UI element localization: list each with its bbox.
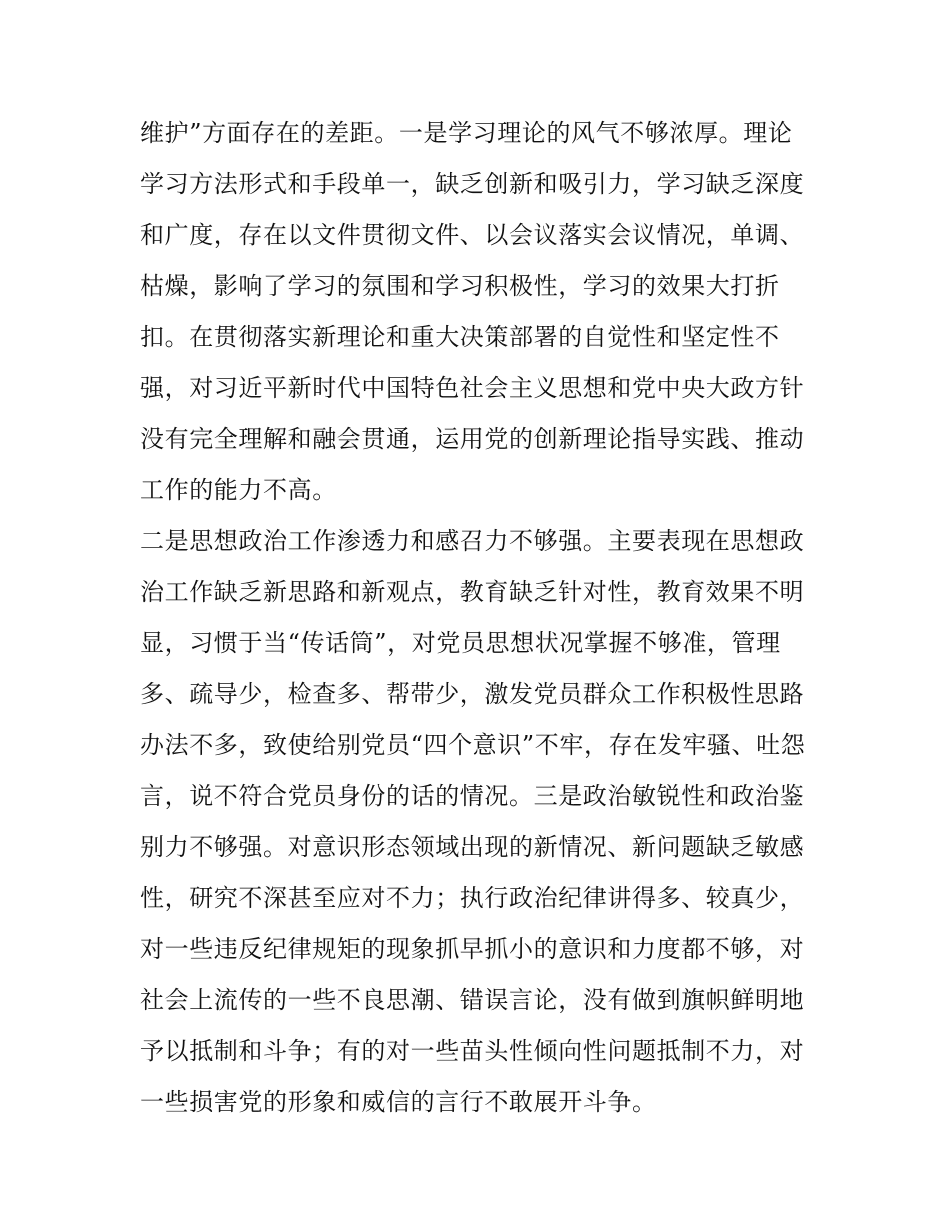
- text-line: 没有完全理解和融会贯通，运用党的创新理论指导实践、推动: [140, 425, 805, 453]
- text-line: 二是思想政治工作渗透力和感召力不够强。主要表现在思想政: [140, 527, 805, 555]
- text-line: 强，对习近平新时代中国特色社会主义思想和党中央大政方针: [140, 374, 805, 402]
- text-line: 办法不多，致使给别党员“四个意识”不牢，存在发牢骚、吐怨: [140, 731, 806, 759]
- text-line: 显，习惯于当“传话筒”，对党员思想状况掌握不够准，管理: [140, 629, 781, 657]
- text-line: 予以抵制和斗争；有的对一些苗头性倾向性问题抵制不力，对: [140, 1037, 805, 1065]
- text-line: 学习方法形式和手段单一，缺乏创新和吸引力，学习缺乏深度: [140, 170, 805, 198]
- text-line: 性，研究不深甚至应对不力；执行政治纪律讲得多、较真少，: [140, 884, 805, 912]
- text-line: 治工作缺乏新思路和新观点，教育缺乏针对性，教育效果不明: [140, 578, 805, 606]
- text-line: 枯燥，影响了学习的氛围和学习积极性，学习的效果大打折: [140, 272, 780, 300]
- text-line: 维护”方面存在的差距。一是学习理论的风气不够浓厚。理论: [140, 119, 793, 147]
- text-line: 社会上流传的一些不良思潮、错误言论，没有做到旗帜鲜明地: [140, 986, 805, 1014]
- text-line: 扣。在贯彻落实新理论和重大决策部署的自觉性和坚定性不: [140, 323, 780, 351]
- text-line: 别力不够强。对意识形态领域出现的新情况、新问题缺乏敏感: [140, 833, 805, 861]
- text-line: 对一些违反纪律规矩的现象抓早抓小的意识和力度都不够，对: [140, 935, 805, 963]
- text-line: 多、疏导少，检查多、帮带少，激发党员群众工作积极性思路: [140, 680, 805, 708]
- text-line: 工作的能力不高。: [140, 476, 337, 504]
- text-line: 言，说不符合党员身份的话的情况。三是政治敏锐性和政治鉴: [140, 782, 805, 810]
- body-text: [140, 108, 820, 1128]
- text-line: 和广度，存在以文件贯彻文件、以会议落实会议情况，单调、: [140, 221, 805, 249]
- text-line: 一些损害党的形象和威信的言行不敢展开斗争。: [140, 1088, 657, 1116]
